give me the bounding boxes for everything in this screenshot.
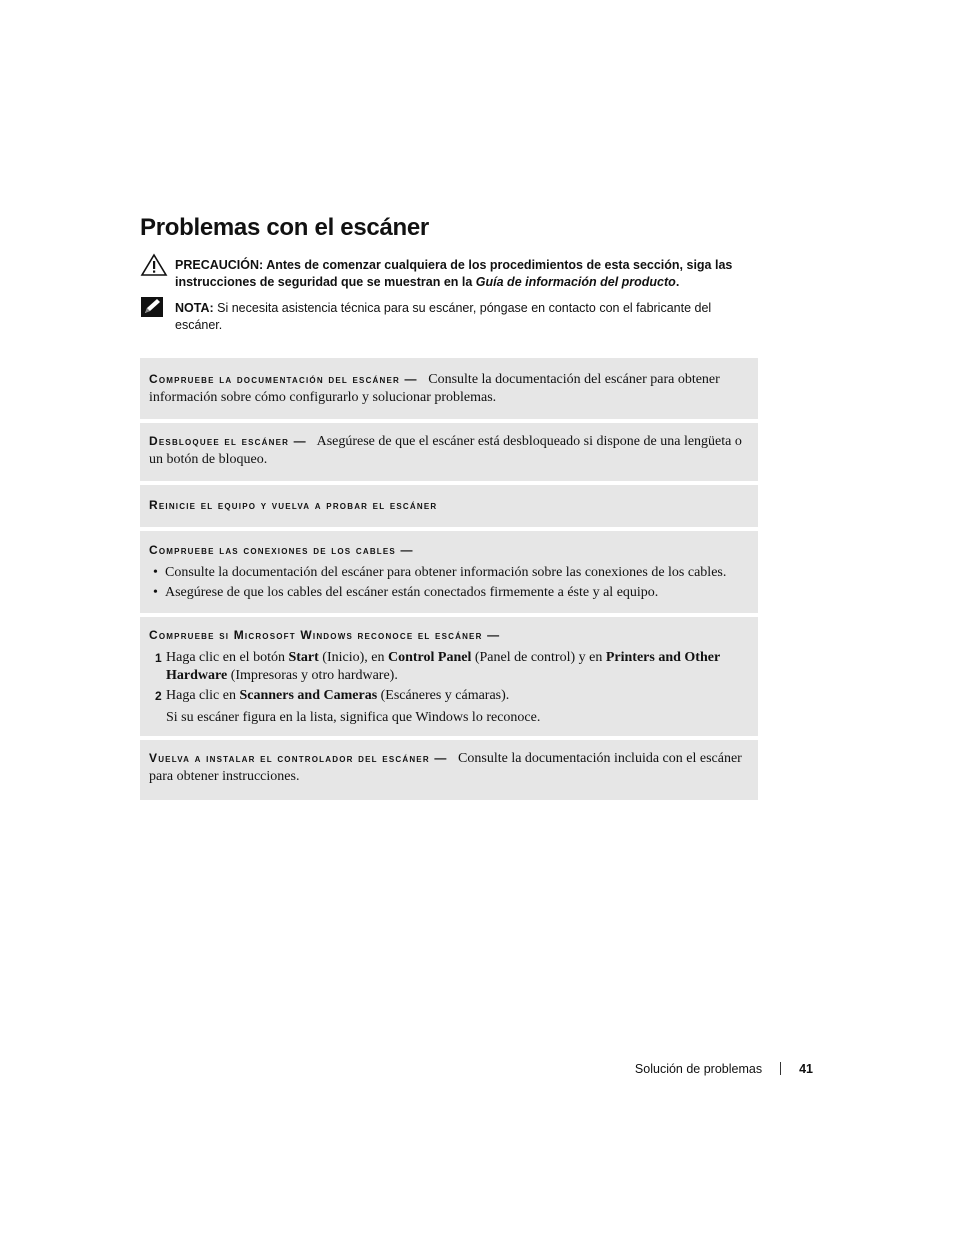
section-reinstall-driver [140,740,758,800]
caution-label: PRECAUCIÓN: [175,258,264,272]
page-title: Problemas con el escáner [140,214,429,241]
page-number: 41 [799,1062,813,1076]
section-check-cables [140,531,758,613]
step-item [149,649,749,685]
section-heading: Compruebe si Microsoft Windows reconoce el escáner — [149,628,501,642]
section-windows-recognizes [140,617,758,736]
section-heading: Compruebe las conexiones de los cables — [149,543,414,557]
footer-divider [780,1062,781,1075]
cable-bullet-list [149,564,749,602]
section-unlock-scanner [140,423,758,481]
steps-list [149,649,749,705]
step-text: Haga clic en el botón [166,650,289,665]
step-item [149,687,749,705]
ui-label-control-panel: Control Panel [387,650,472,665]
caution-text: Antes de comenzar cualquiera de los procedimientos de esta sección, siga las instrucciones de seguridad que se muestran en la [175,258,733,289]
step-number: 2 [155,689,162,703]
list-item: • Consulte la documentación del escáner para obtener información sobre las conexiones de los cables. [149,564,749,582]
section-check-documentation [140,358,758,419]
page-footer [635,1062,813,1076]
step-text: (Escáneres y cámaras). [377,688,510,703]
step-text: (Impresoras y otro hardware). [227,668,398,683]
section-heading: Compruebe la documentación del escáner — [149,372,418,386]
step-number: 1 [155,651,162,665]
note-notice [140,300,740,334]
caution-end: . [675,275,680,289]
section-restart [140,485,758,527]
warning-triangle-icon [140,253,168,282]
list-item: • Asegúrese de que los cables del escáner están conectados firmemente a éste y al equipo. [149,584,749,602]
step-text: (Panel de control) y en [471,650,606,665]
section-body: Consulte la documentación incluida con el escáner para obtener instrucciones. [149,751,742,784]
caution-guide-title: Guía de información del producto [475,275,676,289]
ui-label-start: Start [288,650,319,665]
step-text: (Inicio), en [318,650,388,665]
section-body: Asegúrese de que el escáner está desbloqueado si dispone de una lengüeta o un botón de bloqueo. [149,434,742,467]
section-heading: Vuelva a instalar el controlador del escáner — [149,751,448,765]
section-heading: Desbloquee el escáner — [149,434,307,448]
note-label: NOTA: [175,301,214,315]
step-text: Haga clic en [166,688,240,703]
caution-notice [140,257,740,291]
section-body: Consulte la documentación del escáner para obtener información sobre cómo configurarlo y solucionar problemas. [149,372,720,405]
step-note: Si su escáner figura en la lista, significa que Windows lo reconoce. [166,710,541,725]
ui-label-scanners-cameras: Scanners and Cameras [239,688,378,703]
note-text: Si necesita asistencia técnica para su escáner, póngase en contacto con el fabricante del escáner. [175,301,712,332]
section-heading: Reinicie el equipo y vuelva a probar el escáner [149,498,438,512]
ui-label-printers-hardware: Printers and Other Hardware [166,650,720,683]
note-pencil-icon [140,296,164,323]
footer-section-name: Solución de problemas [634,1062,763,1076]
